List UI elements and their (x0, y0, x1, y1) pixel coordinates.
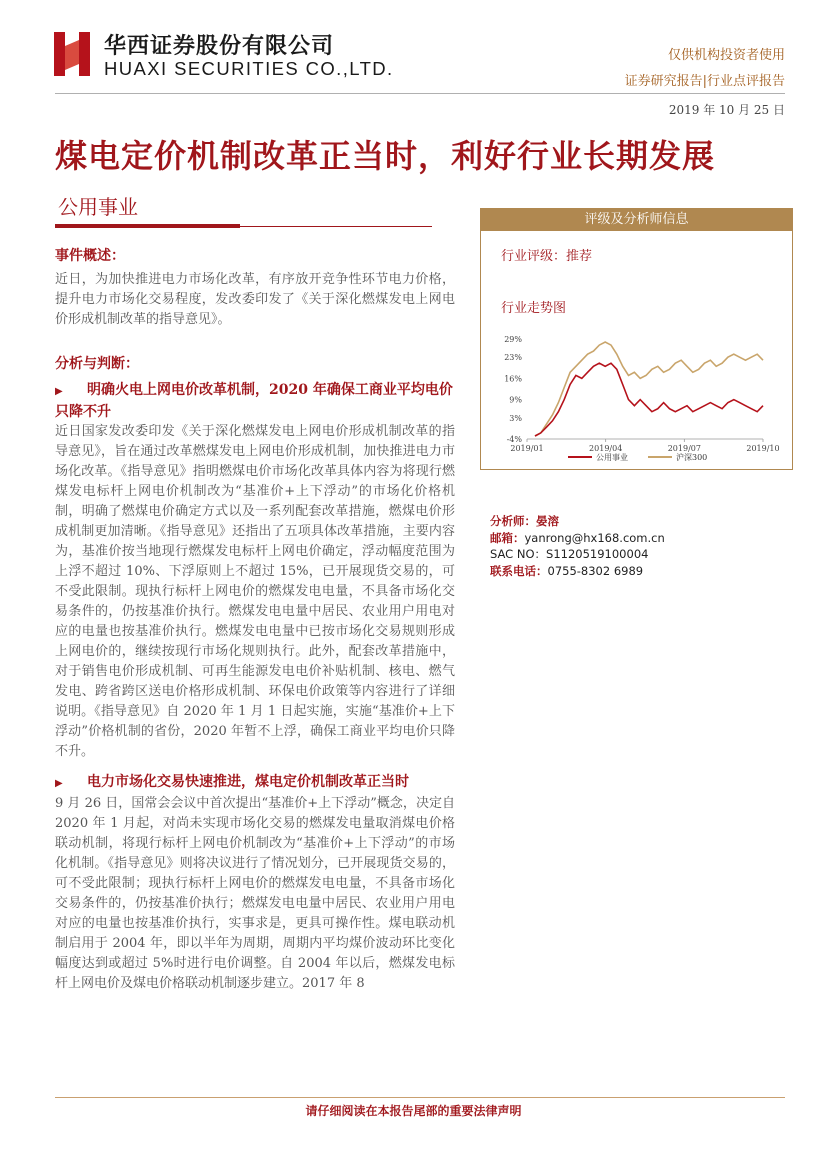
header-divider (55, 93, 785, 94)
analyst-row (490, 513, 665, 530)
section-title-text: 明确火电上网电价改革机制，2020 年确保工商业平均电价只降不升 (55, 382, 453, 420)
legal-notice: 请仔细阅读在本报告尾部的重要法律声明 (305, 1104, 522, 1118)
rating-value: 推荐 (566, 249, 593, 264)
legend-label: 沪深300 (676, 453, 708, 462)
industry-underline-thin (240, 226, 432, 227)
y-tick-label: 3% (509, 413, 522, 423)
report-title: 煤电定价机制改革正当时，利好行业长期发展 (55, 137, 716, 175)
event-heading: 事件概述： (55, 248, 125, 264)
x-tick-label: 2019/01 (510, 444, 544, 453)
sac-label: SAC NO： (490, 547, 547, 561)
rating-analyst-panel (480, 208, 793, 470)
email-label: 邮箱： (490, 530, 525, 545)
y-tick-label: 29% (504, 335, 522, 344)
y-tick-label: 23% (504, 353, 522, 363)
rating-label: 行业评级： (501, 249, 567, 264)
triangle-bullet-icon: ▶ (55, 778, 63, 789)
y-tick-label: -4% (506, 435, 522, 444)
x-tick-label: 2019/10 (746, 444, 780, 453)
company-name-cn: 华西证券股份有限公司 (104, 34, 335, 59)
phone-label: 联系电话： (490, 563, 548, 578)
huaxi-logo-icon (52, 30, 92, 78)
y-tick-label: 9% (509, 395, 522, 405)
trend-chart-title: 行业走势图 (501, 301, 567, 316)
analysis-section-1-text: 近日国家发改委印发《关于深化燃煤发电上网电价形成机制改革的指导意见》，旨在通过改革燃煤发电上网电价形成机制，加快推进电力市场化改革。《指导意见》指明燃煤电价市场化改革具体内容为将现行燃煤发电标杆上网电价机制改为“基准价+上下浮动”的市场化价格机制，明确了燃煤电价确定方式以及一系列配套改革措施，燃煤电价形成机制更加清晰。《指导意见》还指出了五项具体改革措施，主要内容为，基准价按当地现行燃煤发电标杆上网电价确定，浮动幅度范围为上浮不超过 10%、下浮原则上不超过 15%，已开展现货交易的，可不受此限制。现执行标杆上网电价的燃煤发电电量，不具备市场化交易条件的，仍按基准价执行。燃煤发电电量中居民、农业用户用电对应的电量也按基准价执行。燃煤发电电量中已按市场化交易规则形成上网电价的，继续按现行市场化规则执行。此外，配套改革措施中，对于销售电价形成机制、可再生能源发电电价补贴机制、核电、燃气发电、跨省跨区送电价格形成机制、环保电价政策等内容进行了详细说明。《指导意见》自 2020 年 1 月 1 日起实施，实施“基准价+上下浮动”价格机制的省份，2020 年暂不上浮，确保工商业平均电价只降不升。 (55, 424, 455, 759)
company-name-en: HUAXI SECURITIES CO.,LTD. (104, 58, 394, 79)
audience-disclaimer: 仅供机构投资者使用 (667, 48, 785, 63)
sac-number: S1120519100004 (546, 547, 649, 561)
analyst-label: 分析师： (490, 514, 536, 528)
triangle-bullet-icon: ▶ (55, 386, 63, 397)
industry-trend-chart (493, 329, 783, 469)
email-row (490, 530, 665, 547)
report-type: 证券研究报告|行业点评报告 (624, 74, 785, 89)
analysis-section-2-title (55, 772, 455, 794)
report-body (55, 246, 455, 994)
footer-divider (55, 1097, 785, 1098)
analyst-phone: 0755-8302 6989 (547, 563, 644, 578)
report-date: 2019 年 10 月 25 日 (668, 103, 785, 117)
industry-rating (501, 245, 592, 264)
analyst-info (490, 513, 665, 579)
phone-row (490, 563, 665, 580)
analyst-name: 晏溶 (536, 514, 559, 528)
legend-label: 公用事业 (596, 453, 628, 462)
analysis-heading: 分析与判断： (55, 356, 139, 372)
y-tick-label: 16% (504, 374, 522, 384)
x-tick-label: 2019/04 (589, 444, 623, 453)
industry-name: 公用事业 (58, 195, 138, 219)
sac-row (490, 546, 665, 563)
x-tick-label: 2019/07 (667, 444, 701, 453)
analyst-email[interactable]: yanrong@hx168.com.cn (524, 530, 665, 545)
panel-title: 评级及分析师信息 (481, 209, 792, 231)
event-summary: 近日，为加快推进电力市场化改革，有序放开竞争性环节电力价格，提升电力市场化交易程度，发改委印发了《关于深化燃煤发电上网电价形成机制改革的指导意见》。 (55, 272, 455, 327)
industry-underline (55, 224, 240, 228)
analysis-section-2-text: 9 月 26 日，国常会会议中首次提出“基准价+上下浮动”概念，决定自 2020 年 1 月起，对尚未实现市场化交易的燃煤发电量取消煤电价格联动机制，将现行标杆上网电价机制改为“基准价+上下浮动”的市场化机制。《指导意见》则将决议进行了情况划分，已开展现货交易的，可不受此限制；现执行标杆上网电价的燃煤发电电量，不具备市场化交易条件的，仍按基准价执行；燃煤发电电量中居民、农业用户用电对应的电量也按基准价执行，实事求是，更具可操作性。煤电联动机制启用于 2004 年，即以半年为周期，周期内平均煤价波动环比变化幅度达到或超过 5%时进行电价调整。自 2004 年以后，燃煤发电标杆上网电价及煤电价格联动机制逐步建立。2017 年 8 (55, 796, 455, 991)
section-title-text: 电力市场化交易快速推进，煤电定价机制改革正当时 (87, 774, 409, 790)
analysis-section-1-title (55, 380, 455, 422)
